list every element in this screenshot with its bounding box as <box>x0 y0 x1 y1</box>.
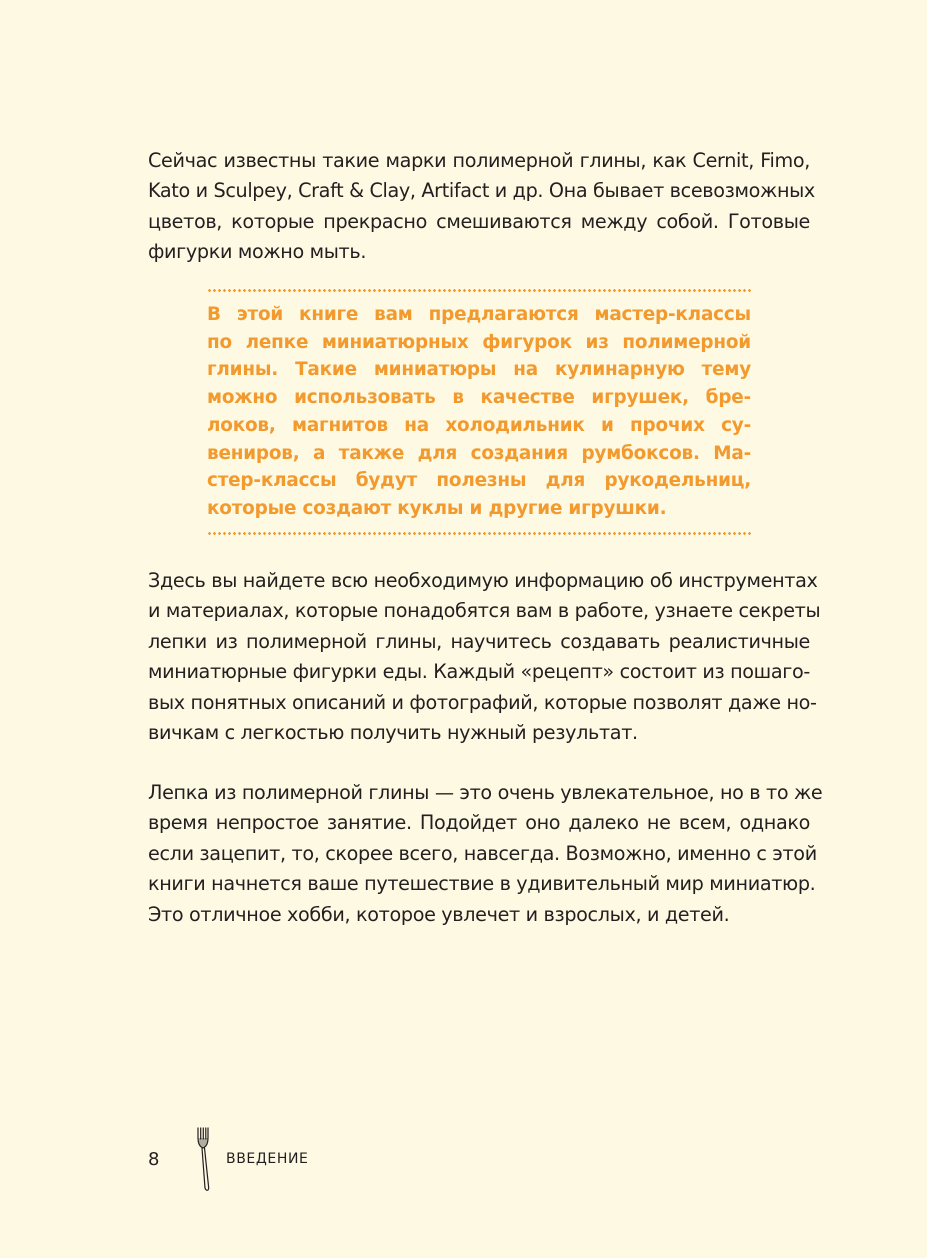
text-line: Здесь вы найдете всю необходимую информацию об инструментах <box>148 569 818 592</box>
text-line: если зацепит, то, скорее всего, навсегда. Возможно, именно с этой <box>148 841 817 865</box>
callout-line: которые создают куклы и другие игрушки. <box>207 497 667 519</box>
paragraph-contents <box>148 566 821 748</box>
text-line: и материалах, которые понадобятся вам в работе, узнаете секреты <box>148 599 821 623</box>
text-line: лепки из полимерной глины, научитесь создавать реалистичные <box>148 629 810 653</box>
callout-line: можно использовать в качестве игрушек, бре- <box>207 387 751 409</box>
callout-line: стер-классы будут полезны для рукодельниц, <box>207 470 751 492</box>
text-line: время непростое занятие. Подойдет оно далеко не всем, однако <box>148 811 810 835</box>
callout-line: локов, магнитов на холодильник и прочих су- <box>207 414 751 436</box>
dotted-divider-top <box>207 289 751 292</box>
callout-line: по лепке миниатюрных фигурок из полимерной <box>207 331 751 353</box>
text-line: Это отличное хобби, которое увлечет и взрослых, и детей. <box>148 902 730 926</box>
text-line: Сейчас известны такие марки полимерной глины, как Cernit, Fimo, <box>148 149 810 172</box>
page-number: 8 <box>148 1149 160 1170</box>
text-line: фигурки можно мыть. <box>148 240 367 264</box>
callout-line: вениров, а также для создания румбоксов. Ма- <box>207 442 751 464</box>
text-line: Лепка из полимерной глины — это очень увлекательное, но в то же <box>148 781 823 804</box>
fork-icon <box>189 1126 219 1192</box>
text-line: цветов, которые прекрасно смешиваются между собой. Готовые <box>148 209 810 233</box>
callout-line: глины. Такие миниатюры на кулинарную тему <box>207 359 751 381</box>
text-line: вичкам с легкостью получить нужный результат. <box>148 721 638 745</box>
callout-text <box>207 301 751 523</box>
text-line: миниатюрные фигурки еды. Каждый «рецепт» состоит из пошаго- <box>148 660 810 684</box>
paragraph-intro <box>148 146 815 268</box>
text-line: вых понятных описаний и фотографий, которые позволят даже но- <box>148 690 817 714</box>
section-title: ВВЕДЕНИЕ <box>226 1151 309 1167</box>
text-line: книги начнется ваше путешествие в удивительный мир миниатюр. <box>148 872 816 896</box>
text-line: Kato и Sculpey, Craft & Clay, Artifact и др. Она бывает всевозможных <box>148 179 815 203</box>
paragraph-hobby <box>148 778 823 930</box>
dotted-divider-bottom <box>207 532 751 535</box>
callout-line: В этой книге вам предлагаются мастер-классы <box>207 304 751 325</box>
callout-box <box>207 289 751 535</box>
